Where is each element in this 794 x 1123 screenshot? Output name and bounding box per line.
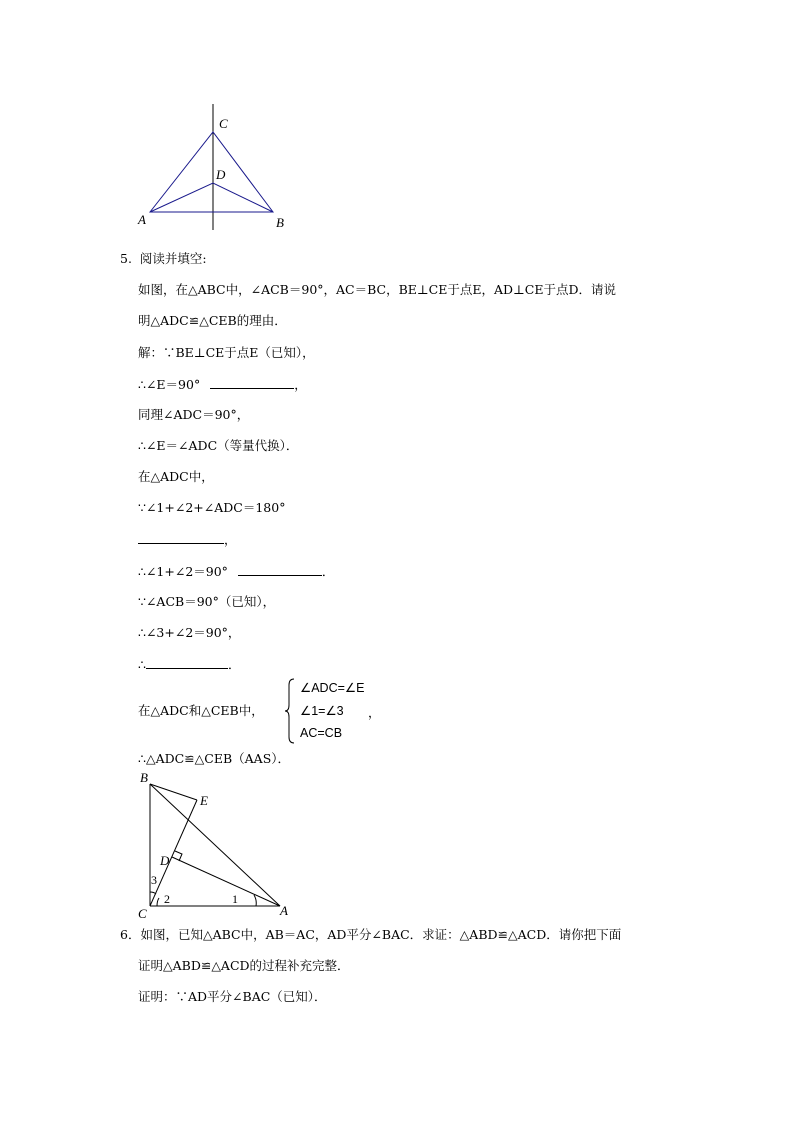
line-ad [172,857,280,906]
q5-step-3: 同理∠ADC＝90°， [138,407,250,422]
line-be [150,784,197,800]
angle-arc-2 [157,898,159,906]
figure-triangle-right [130,768,300,920]
angle-arc-1 [254,895,256,906]
label-d: D [216,167,226,182]
line-ce [150,800,197,906]
brace-line-3: AC=CB [300,726,343,740]
q5-title [120,251,207,267]
label-a: A [138,212,146,227]
q6-number: 6． [120,927,141,942]
side-ba [150,784,280,906]
label-angle-1: 1 [232,892,238,906]
brace-line-1: ∠ADC=∠E [300,681,365,695]
q5-title-text: 阅读并填空: [139,251,207,266]
q5-step-8 [138,563,334,580]
q5-blank-4[interactable] [146,656,228,669]
label-e2: E [200,793,208,808]
q5-step-11 [138,656,240,673]
q5-step-4: ∴∠E＝∠ADC（等量代换）． [138,438,299,453]
q5-conclusion: ∴△ADC≌△CEB（AAS）． [138,751,291,766]
q6-paragraph-1-text: 如图，已知△ABC中，AB＝AC，AD平分∠BAC．求证：△ABD≌△ACD．请你把下面 [140,927,622,942]
q5-paragraph-1: 如图，在△ABC中，∠ACB＝90°，AC＝BC，BE⊥CE于点E，AD⊥CE于点D．请说 [138,282,616,297]
triangle-abc [150,132,273,212]
angle-arc-3 [150,892,156,894]
q5-step-9: ∵∠ACB＝90°（已知）， [138,594,276,609]
label-angle-3: 3 [151,873,157,887]
q5-conditions-brace [284,678,384,744]
q6-paragraph-2: 证明△ABD≌△ACD的过程补充完整． [138,958,350,973]
label-c: C [219,116,228,131]
q5-step-7-end: ， [224,532,237,547]
q5-step-11-text: ∴ [138,657,146,672]
q6-paragraph-1 [120,927,621,943]
q5-paragraph-2: 明△ADC≌△CEB的理由． [138,313,287,328]
q5-step-7 [138,531,237,548]
q5-step-5: 在△ADC中， [138,469,214,484]
label-b: B [276,215,284,230]
q5-step-2-end: ， [294,377,307,392]
q5-blank-1[interactable] [210,376,294,389]
brace-icon [284,678,296,744]
q5-step-12: 在△ADC和△CEB中， [138,703,264,718]
q5-step-10: ∴∠3+∠2＝90°， [138,625,241,640]
q5-blank-2[interactable] [138,531,224,544]
brace-comma: ， [368,706,381,720]
q5-step-8-end: ． [321,564,335,579]
label-b2: B [140,770,148,785]
q5-number: 5. [120,251,132,266]
label-a2: A [280,903,288,918]
q5-step-2 [138,376,307,393]
q5-step-11-end: ． [227,657,241,672]
label-d2: D [160,853,170,868]
figure-triangle-abc-d [130,100,300,235]
label-angle-2: 2 [164,892,170,906]
q5-blank-3[interactable] [238,563,322,576]
q5-step-2-text: ∴∠E＝90° [138,377,201,392]
q5-step-8-text: ∴∠1+∠2＝90° [138,564,228,579]
label-c2: C [138,906,147,920]
q5-step-6: ∵∠1+∠2+∠ADC＝180° [138,500,286,515]
q5-step-1: 解：∵BE⊥CE于点E（已知）， [138,345,315,360]
brace-line-2: ∠1=∠3 [300,704,344,718]
q6-paragraph-3: 证明：∵AD平分∠BAC（已知）． [138,989,327,1004]
